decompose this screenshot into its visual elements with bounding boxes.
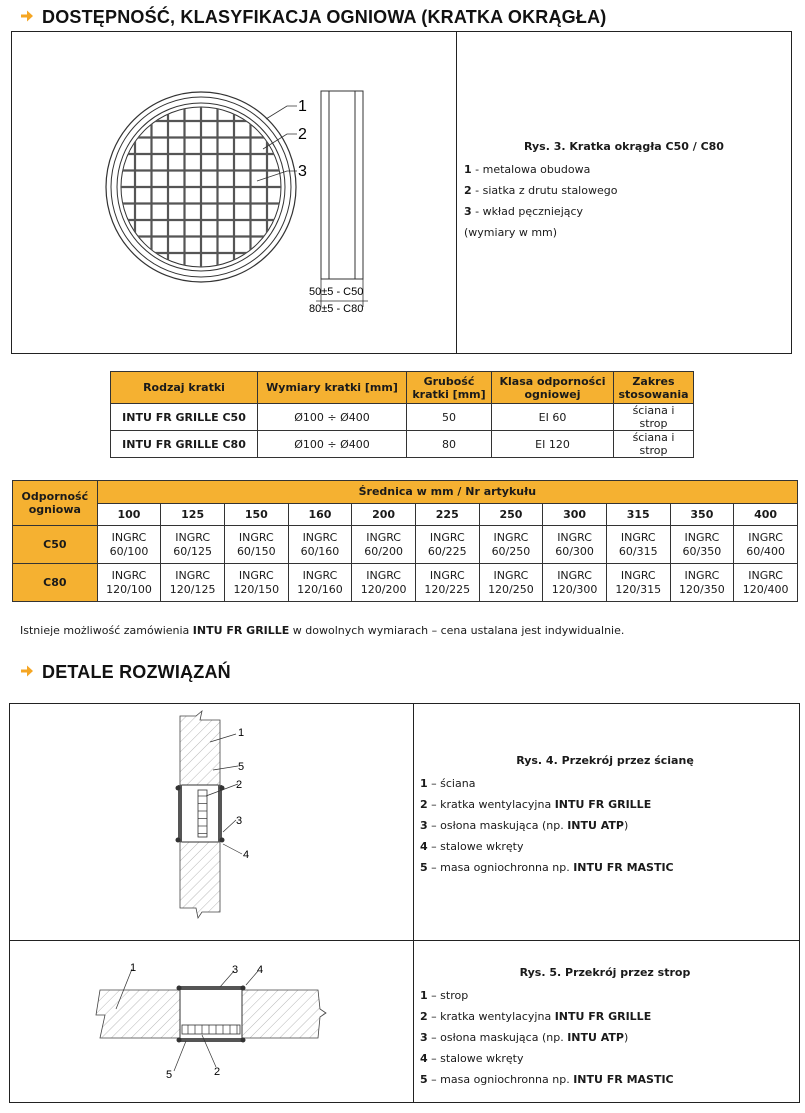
article-code-cell: INGRC 60/300 bbox=[543, 526, 607, 564]
fig3-label-3: 3 bbox=[298, 163, 307, 180]
arrow-right-icon bbox=[20, 664, 34, 678]
article-code-cell: INGRC 120/400 bbox=[734, 564, 798, 602]
article-code-cell: INGRC 60/150 bbox=[224, 526, 288, 564]
article-code-cell: INGRC 120/100 bbox=[97, 564, 161, 602]
article-code-cell: INGRC 120/200 bbox=[352, 564, 416, 602]
article-code-cell: INGRC 60/250 bbox=[479, 526, 543, 564]
dim-c50: 50±5 - C50 bbox=[309, 286, 364, 298]
th-thickness: Grubość kratki [mm] bbox=[407, 372, 492, 404]
fig3-units: (wymiary w mm) bbox=[464, 226, 558, 239]
fig5-item-2: 2 – kratka wentylacyjna INTU FR GRILLE bbox=[420, 1010, 652, 1023]
article-code-cell: INGRC 60/315 bbox=[606, 526, 670, 564]
cell: Ø100 ÷ Ø400 bbox=[258, 404, 407, 431]
fig3-label-2: 2 bbox=[298, 126, 307, 143]
fig5-item-5: 5 – masa ogniochronna np. INTU FR MASTIC bbox=[420, 1073, 674, 1086]
custom-size-note: Istnieje możliwość zamówienia INTU FR GRILLE w dowolnych wymiarach – cena ustalana jest indywidualnie. bbox=[20, 624, 625, 637]
table-row bbox=[13, 564, 798, 602]
th-diameter: 100 bbox=[97, 503, 161, 526]
section-title: DOSTĘPNOŚĆ, KLASYFIKACJA OGNIOWA (KRATKA OKRĄGŁA) bbox=[42, 7, 607, 27]
th-dims: Wymiary kratki [mm] bbox=[258, 372, 407, 404]
th-class: Klasa odporności ogniowej bbox=[492, 372, 614, 404]
cell: 50 bbox=[407, 404, 492, 431]
fig3-item-3: 3 - wkład pęczniejący bbox=[464, 205, 584, 218]
table-row bbox=[111, 404, 694, 431]
article-code-cell: INGRC 120/160 bbox=[288, 564, 352, 602]
figure-3-caption bbox=[464, 136, 784, 243]
article-code-cell: INGRC 120/300 bbox=[543, 564, 607, 602]
fig4-label-5: 5 bbox=[238, 761, 245, 773]
cell: EI 120 bbox=[492, 431, 614, 458]
table-row bbox=[111, 431, 694, 458]
article-code-cell: INGRC 120/315 bbox=[606, 564, 670, 602]
article-code-cell: INGRC 60/225 bbox=[415, 526, 479, 564]
cell: Ø100 ÷ Ø400 bbox=[258, 431, 407, 458]
cell: INTU FR GRILLE C80 bbox=[111, 431, 258, 458]
fig3-item-2: 2 - siatka z drutu stalowego bbox=[464, 184, 618, 197]
figure-5-title: Rys. 5. Przekrój przez strop bbox=[519, 966, 691, 979]
figure-3-drawing bbox=[11, 31, 455, 354]
fig3-item-1: 1 - metalowa obudowa bbox=[464, 163, 591, 176]
article-code-cell: INGRC 60/160 bbox=[288, 526, 352, 564]
fig4-item-3: 3 – osłona maskująca (np. INTU ATP) bbox=[420, 819, 629, 832]
th-diameter: 400 bbox=[734, 503, 798, 526]
fig5-label-4: 4 bbox=[257, 964, 264, 976]
figure-4-drawing bbox=[10, 704, 412, 939]
cell: EI 60 bbox=[492, 404, 614, 431]
fig4-label-2: 2 bbox=[236, 779, 243, 791]
section-heading-availability bbox=[20, 7, 606, 28]
article-code-cell: INGRC 120/250 bbox=[479, 564, 543, 602]
article-code-cell: INGRC 60/350 bbox=[670, 526, 734, 564]
th-diameter: 300 bbox=[543, 503, 607, 526]
article-number-table bbox=[12, 480, 798, 602]
section-heading-details bbox=[20, 662, 231, 683]
article-code-cell: INGRC 120/150 bbox=[224, 564, 288, 602]
row-label: C50 bbox=[13, 526, 98, 564]
row-label: C80 bbox=[13, 564, 98, 602]
fig5-item-3: 3 – osłona maskująca (np. INTU ATP) bbox=[420, 1031, 629, 1044]
fig5-label-2: 2 bbox=[214, 1066, 221, 1078]
fig4-item-2: 2 – kratka wentylacyjna INTU FR GRILLE bbox=[420, 798, 652, 811]
figure-5-drawing bbox=[10, 941, 412, 1101]
fig5-label-1: 1 bbox=[130, 962, 137, 974]
article-code-cell: INGRC 120/350 bbox=[670, 564, 734, 602]
dim-c80: 80±5 - C80 bbox=[309, 303, 364, 315]
th-diameter: 125 bbox=[161, 503, 225, 526]
th-diameter: 200 bbox=[352, 503, 416, 526]
article-code-cell: INGRC 60/400 bbox=[734, 526, 798, 564]
article-code-cell: INGRC 60/200 bbox=[352, 526, 416, 564]
figure-4-title: Rys. 4. Przekrój przez ścianę bbox=[516, 754, 694, 767]
th-diameter: 150 bbox=[224, 503, 288, 526]
fig4-item-4: 4 – stalowe wkręty bbox=[420, 840, 524, 853]
fig4-label-1: 1 bbox=[238, 727, 245, 739]
th-diameter: 160 bbox=[288, 503, 352, 526]
classification-table bbox=[110, 371, 694, 458]
fig5-item-4: 4 – stalowe wkręty bbox=[420, 1052, 524, 1065]
cell: ściana i strop bbox=[614, 431, 694, 458]
th-diameter-group: Średnica w mm / Nr artykułu bbox=[97, 481, 797, 504]
arrow-right-icon bbox=[20, 9, 34, 23]
fig5-label-5: 5 bbox=[166, 1069, 173, 1081]
cell: 80 bbox=[407, 431, 492, 458]
th-diameter: 250 bbox=[479, 503, 543, 526]
fig3-label-1: 1 bbox=[298, 98, 307, 115]
fig4-label-4: 4 bbox=[243, 849, 250, 861]
table-row bbox=[13, 526, 798, 564]
fig4-item-1: 1 – ściana bbox=[420, 777, 476, 790]
cell: ściana i strop bbox=[614, 404, 694, 431]
figure-4-caption bbox=[420, 750, 790, 878]
article-code-cell: INGRC 60/100 bbox=[97, 526, 161, 564]
th-fire-resistance: Odporność ogniowa bbox=[13, 481, 98, 526]
th-diameter: 350 bbox=[670, 503, 734, 526]
th-scope: Zakres stosowania bbox=[614, 372, 694, 404]
cell: INTU FR GRILLE C50 bbox=[111, 404, 258, 431]
fig5-item-1: 1 – strop bbox=[420, 989, 469, 1002]
figure-3-title: Rys. 3. Kratka okrągła C50 / C80 bbox=[524, 140, 724, 153]
figure-5-caption bbox=[420, 962, 790, 1090]
section-title: DETALE ROZWIĄZAŃ bbox=[42, 662, 231, 682]
article-code-cell: INGRC 120/125 bbox=[161, 564, 225, 602]
th-diameter: 225 bbox=[415, 503, 479, 526]
article-code-cell: INGRC 60/125 bbox=[161, 526, 225, 564]
th-diameter: 315 bbox=[606, 503, 670, 526]
fig4-item-5: 5 – masa ogniochronna np. INTU FR MASTIC bbox=[420, 861, 674, 874]
th-type: Rodzaj kratki bbox=[111, 372, 258, 404]
fig4-label-3: 3 bbox=[236, 815, 243, 827]
article-code-cell: INGRC 120/225 bbox=[415, 564, 479, 602]
fig5-label-3: 3 bbox=[232, 964, 239, 976]
